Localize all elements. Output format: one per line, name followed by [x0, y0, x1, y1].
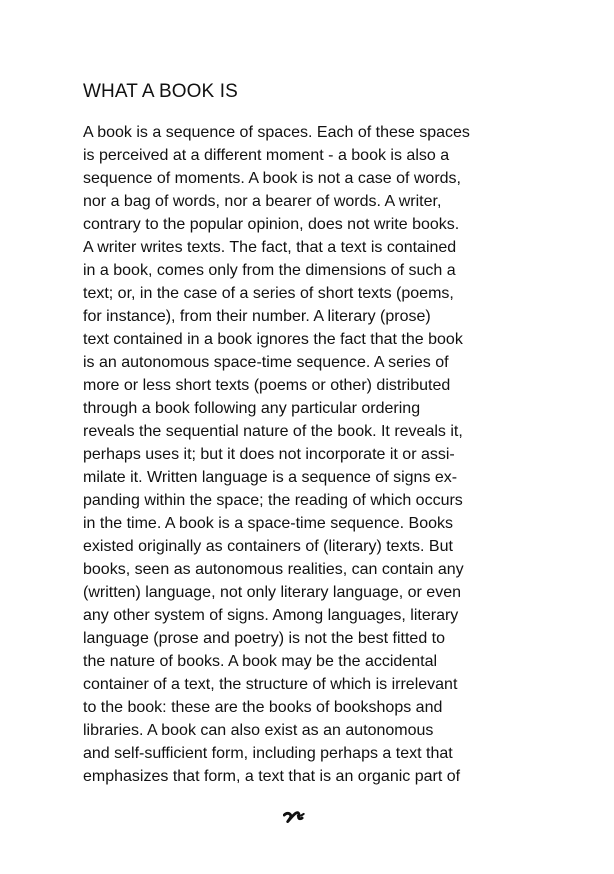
body-line: to the book: these are the books of bookshops and	[83, 699, 443, 716]
body-line: panding within the space; the reading of which occurs	[83, 492, 463, 509]
body-line: language (prose and poetry) is not the best fitted to	[83, 630, 446, 647]
body-line: the nature of books. A book may be the accidental	[83, 653, 438, 670]
body-line: text contained in a book ignores the fact that the book	[83, 331, 463, 348]
body-line: milate it. Written language is a sequence of signs ex-	[83, 469, 458, 486]
body-line: is an autonomous space-time sequence. A series of	[83, 354, 449, 371]
body-line: libraries. A book can also exist as an autonomous	[83, 722, 434, 739]
body-line: in a book, comes only from the dimensions of such a	[83, 262, 456, 279]
body-line: is perceived at a different moment - a book is also a	[83, 147, 450, 164]
body-line: perhaps uses it; but it does not incorporate it or assi-	[83, 446, 455, 463]
body-line: text; or, in the case of a series of short texts (poems,	[83, 285, 454, 302]
body-line: books, seen as autonomous realities, can contain any	[83, 561, 464, 578]
body-line: (written) language, not only literary language, or even	[83, 584, 461, 601]
body-line: A writer writes texts. The fact, that a text is contained	[83, 239, 457, 256]
body-line: in the time. A book is a space-time sequence. Books	[83, 515, 453, 532]
body-line: any other system of signs. Among languages, literary	[83, 607, 459, 624]
page-title: WHAT A BOOK IS	[83, 81, 238, 102]
body-line: nor a bag of words, nor a bearer of words. A writer,	[83, 193, 442, 210]
body-line: through a book following any particular ordering	[83, 400, 421, 417]
body-line: and self-sufficient form, including perhaps a text that	[83, 745, 453, 762]
body-line: contrary to the popular opinion, does not write books.	[83, 216, 460, 233]
body-text	[83, 121, 513, 788]
handwritten-page-mark-icon	[283, 809, 305, 825]
body-line: container of a text, the structure of which is irrelevant	[83, 676, 458, 693]
body-line: for instance), from their number. A literary (prose)	[83, 308, 431, 325]
body-line: A book is a sequence of spaces. Each of these spaces	[83, 124, 470, 141]
body-line: reveals the sequential nature of the book. It reveals it,	[83, 423, 463, 440]
body-line: sequence of moments. A book is not a case of words,	[83, 170, 461, 187]
body-line: existed originally as containers of (literary) texts. But	[83, 538, 453, 555]
body-line: more or less short texts (poems or other) distributed	[83, 377, 451, 394]
body-line: emphasizes that form, a text that is an organic part of	[83, 768, 461, 785]
